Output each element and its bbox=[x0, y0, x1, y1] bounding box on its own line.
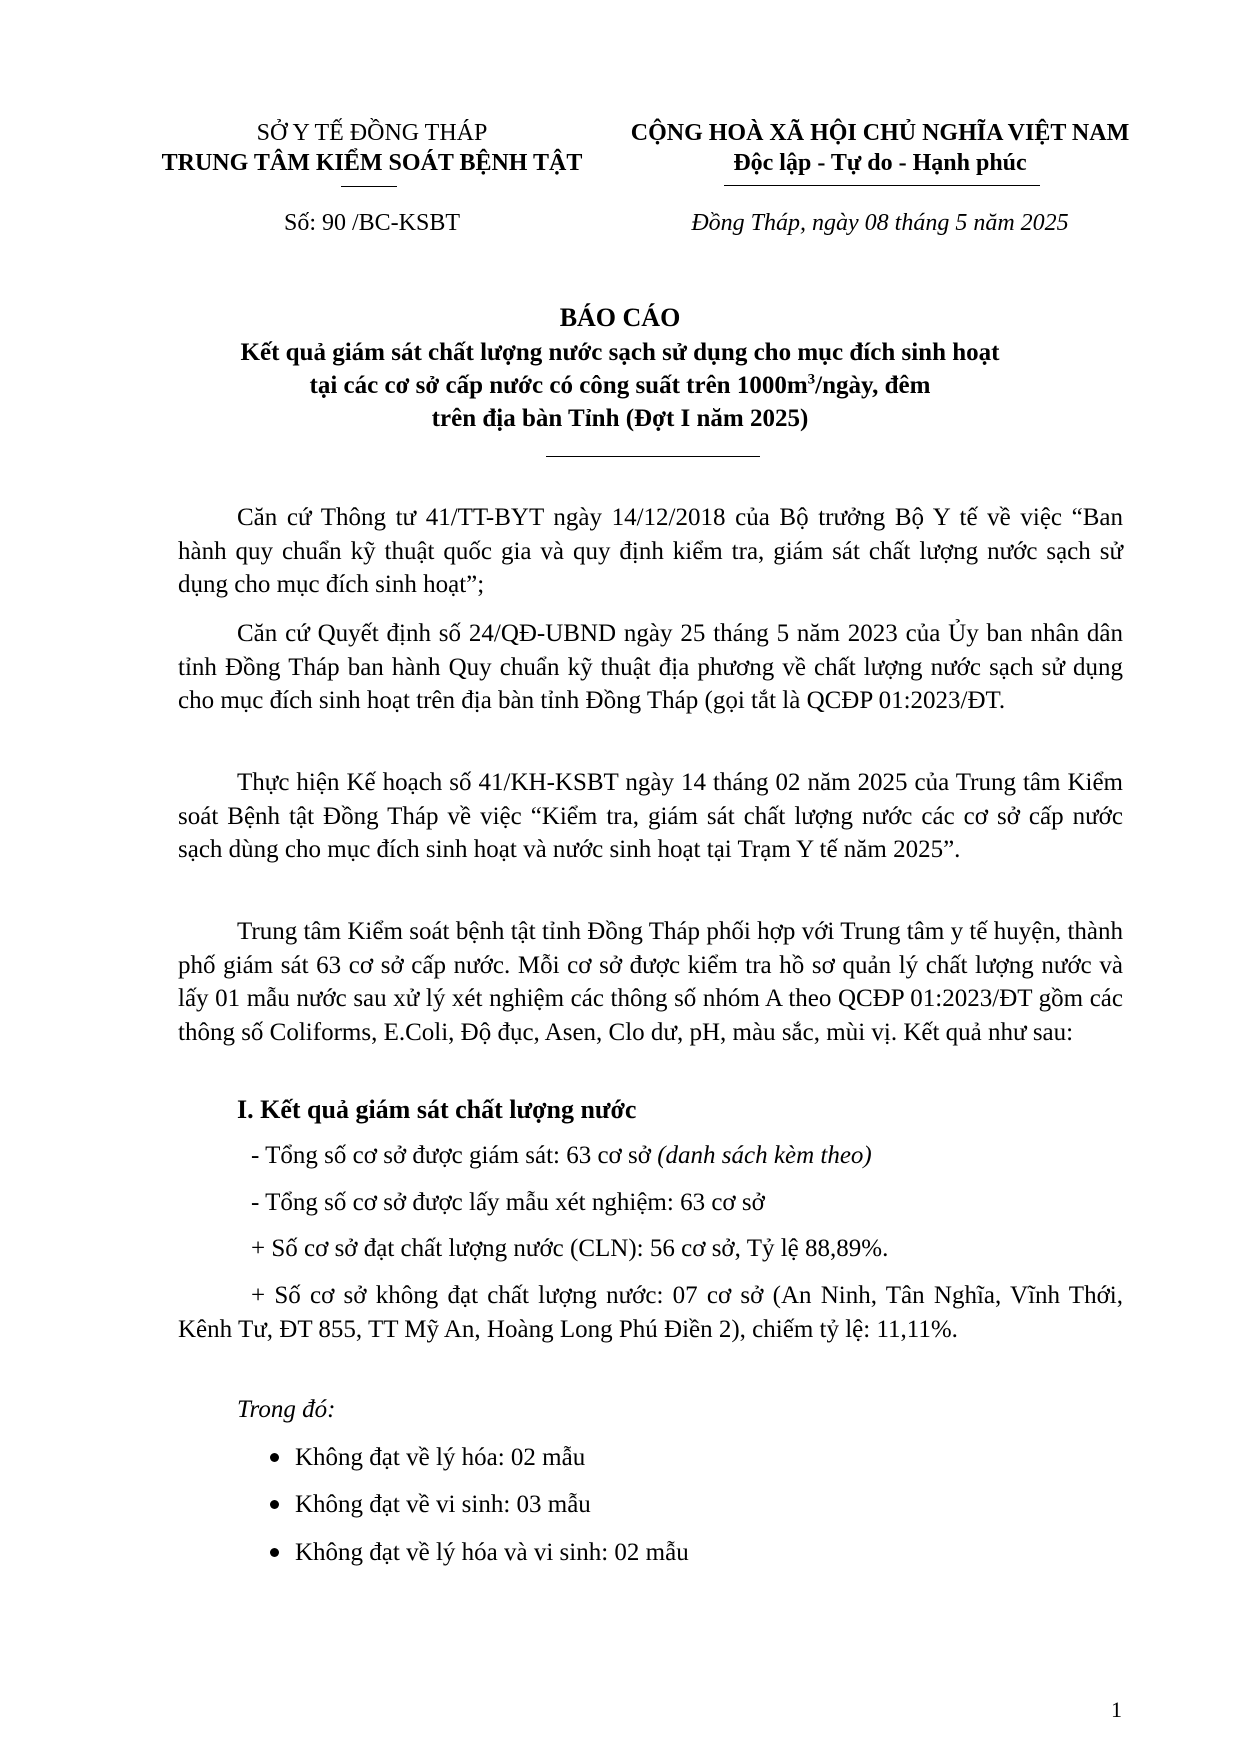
report-heading: BÁO CÁO bbox=[559, 303, 681, 332]
bullet-item bbox=[270, 1441, 585, 1475]
title-line2-text: tại các cơ sở cấp nước có công suất trên 1000m bbox=[309, 372, 808, 399]
paragraph-legal-basis-1: Căn cứ Thông tư 41/TT-BYT ngày 14/12/2018 của Bộ trưởng Bộ Y tế về việc “Ban hành quy chuẩn kỹ thuật quốc gia và quy định kiểm tra, giám sát chất lượng nước sạch sử dụng cho mục đích sinh hoạt”; bbox=[178, 504, 1123, 598]
agency-parent: SỞ Y TẾ ĐỒNG THÁP bbox=[256, 120, 488, 146]
summary-total-monitored bbox=[251, 1139, 872, 1173]
bullet-icon bbox=[270, 1453, 279, 1462]
title-superscript: 3 bbox=[807, 371, 816, 388]
title-line2-end: /ngày, đêm bbox=[815, 372, 931, 399]
bullet-icon bbox=[270, 1500, 279, 1509]
paragraph-implementation: Trung tâm Kiểm soát bệnh tật tỉnh Đồng Tháp phối hợp với Trung tâm y tế huyện, thành phố giám sát 63 cơ sở cấp nước. Mỗi cơ sở được kiểm tra hồ sơ quản lý chất lượng nước và lấy 01 mẫu nước sau xử lý xét nghiệm các thông số nhóm A theo QCĐP 01:2023/ĐT gồm các thông số Coliforms, E.Coli, Độ đục, Asen, Clo dư, pH, màu sắc, mùi vị. Kết quả như sau: bbox=[178, 918, 1123, 1046]
bullet-icon bbox=[270, 1548, 279, 1557]
summary-failed: + Số cơ sở không đạt chất lượng nước: 07 cơ sở (An Ninh, Tân Nghĩa, Vĩnh Thới, Kênh Tư, ĐT 855, TT Mỹ An, Hoàng Long Phú Điền 2), chiếm tỷ lệ: 11,11%. bbox=[178, 1282, 1123, 1343]
bullet-text: Không đạt về vi sinh: 03 mẫu bbox=[295, 1491, 591, 1518]
bullet-item bbox=[270, 1488, 591, 1522]
agency-name: TRUNG TÂM KIỂM SOÁT BỆNH TẬT bbox=[161, 150, 583, 176]
report-title-line1: Kết quả giám sát chất lượng nước sạch sử dụng cho mục đích sinh hoạt bbox=[240, 339, 1000, 366]
attachment-note: (danh sách kèm theo) bbox=[657, 1142, 872, 1169]
in-which-label: Trong đó: bbox=[237, 1396, 336, 1423]
national-title: CỘNG HOÀ XÃ HỘI CHỦ NGHĨA VIỆT NAM bbox=[630, 120, 1130, 146]
document-number: Số: 90 /BC-KSBT bbox=[283, 210, 461, 236]
paragraph-plan: Thực hiện Kế hoạch số 41/KH-KSBT ngày 14 tháng 02 năm 2025 của Trung tâm Kiểm soát Bệnh tật Đồng Tháp về việc “Kiểm tra, giám sát chất lượng nước các cơ sở cấp nước sạch dùng cho mục đích sinh hoạt và nước sinh hoạt tại Trạm Y tế năm 2025”. bbox=[178, 769, 1123, 863]
summary-passed: + Số cơ sở đạt chất lượng nước (CLN): 56 cơ sở, Tỷ lệ 88,89%. bbox=[251, 1235, 889, 1262]
page-number: 1 bbox=[1111, 1697, 1122, 1722]
section-heading: I. Kết quả giám sát chất lượng nước bbox=[237, 1095, 637, 1124]
bullet-text: Không đạt về lý hóa và vi sinh: 02 mẫu bbox=[295, 1539, 689, 1566]
report-title-line3: trên địa bàn Tỉnh (Đợt I năm 2025) bbox=[431, 405, 809, 432]
place-date: Đồng Tháp, ngày 08 tháng 5 năm 2025 bbox=[691, 210, 1069, 236]
bullet-text: Không đạt về lý hóa: 02 mẫu bbox=[295, 1444, 586, 1471]
motto-underline bbox=[724, 185, 1040, 186]
national-motto: Độc lập - Tự do - Hạnh phúc bbox=[733, 150, 1027, 176]
agency-underline bbox=[341, 186, 397, 187]
title-underline bbox=[546, 456, 760, 457]
summary-total-sampled: - Tổng số cơ sở được lấy mẫu xét nghiệm: 63 cơ sở bbox=[251, 1189, 765, 1216]
paragraph-legal-basis-2: Căn cứ Quyết định số 24/QĐ-UBND ngày 25 tháng 5 năm 2023 của Ủy ban nhân dân tỉnh Đồng Tháp ban hành Quy chuẩn kỹ thuật địa phương về chất lượng nước sạch sử dụng cho mục đích sinh hoạt trên địa bàn tỉnh Đồng Tháp (gọi tắt là QCĐP 01:2023/ĐT. bbox=[178, 620, 1123, 714]
summary-total-monitored-text: - Tổng số cơ sở được giám sát: 63 cơ sở bbox=[251, 1142, 658, 1169]
report-title-line2 bbox=[0, 369, 1240, 402]
bullet-item bbox=[270, 1536, 689, 1570]
